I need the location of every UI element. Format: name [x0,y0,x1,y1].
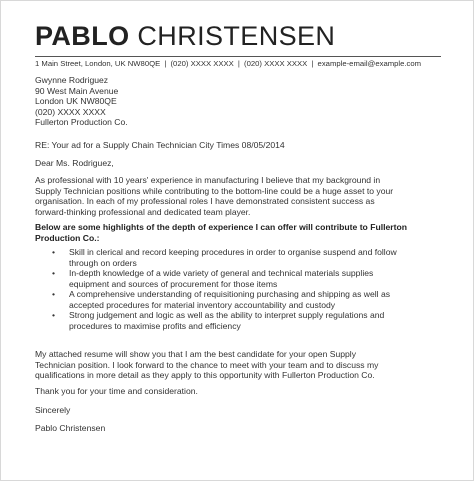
paragraph-line: As professional with 10 years' experience in manufacturing I believe that my background in [35,175,381,185]
thanks-line [35,386,445,397]
recipient-city: London UK NW80QE [35,96,117,106]
paragraph-line: Supply Technician positions while contributing to the bottom-line could be a huge asset to your [35,185,394,196]
contact-separator: | [311,59,314,68]
applicant-name [35,21,335,51]
header-divider [35,56,441,57]
bullet-icon: • [52,268,56,278]
paragraph-line: qualifications in more detail as they apply to this opportunity with Fullerton Production Co. [35,370,375,380]
list-item [35,310,445,331]
list-item-line: procedures to maximise profits and efficiency [69,320,241,331]
list-item [35,268,445,289]
recipient-address [35,75,445,128]
paragraph-line: My attached resume will show you that I am the best candidate for your open Supply [35,349,357,359]
closing-text: Sincerely [35,405,71,415]
list-item [35,289,445,310]
recipient-company: Fullerton Production Co. [35,117,128,127]
list-item [35,247,445,268]
recipient-name: Gwynne Rodriguez [35,75,109,85]
bullet-icon: • [52,289,56,299]
paragraph-line: forward-thinking professional and dedicated team player. [35,206,251,217]
signature-text: Pablo Christensen [35,423,106,433]
contact-phone-2: (020) XXXX XXXX [244,59,308,68]
contact-address: 1 Main Street, London, UK NW80QE [35,59,161,68]
salutation [35,158,445,169]
list-item-line: Strong judgement and logic as well as the ability to interpret supply regulations and [69,310,385,320]
contact-separator: | [164,59,167,68]
list-item-line: A comprehensive understanding of requisitioning purchasing and shipping as well as [69,289,391,299]
salutation-text: Dear Ms. Rodriguez, [35,158,114,168]
contact-email: example-email@example.com [317,59,422,68]
last-name: CHRISTENSEN [137,21,336,51]
paragraph-line: Production Co.: [35,232,100,243]
contact-phone-1: (020) XXXX XXXX [170,59,234,68]
list-item-line: equipment and sources of procurement for those items [69,278,278,289]
recipient-street: 90 West Main Avenue [35,85,119,96]
paragraph-line: organisation. In each of my professional roles I have demonstrated consistent success as [35,196,375,206]
signature-name [35,423,445,434]
list-item-line: In-depth knowledge of a wide variety of general and technical materials supplies [69,268,374,278]
closing-paragraph [35,349,445,381]
bullet-icon: • [52,310,56,320]
subject-line [35,140,445,151]
highlights-intro [35,222,445,243]
paragraph-line: Technician position. I look forward to the chance to meet with your team and to discuss my [35,359,379,370]
first-name: PABLO [35,21,130,51]
paragraph-line: Below are some highlights of the depth of experience I can offer will contribute to Fullerton [35,222,407,232]
recipient-phone: (020) XXXX XXXX [35,106,106,117]
highlights-list [35,247,445,331]
list-item-line: Skill in clerical and record keeping procedures in order to organise suspend and follow [69,247,397,257]
closing-word [35,405,445,416]
contact-separator: | [237,59,240,68]
list-item-line: accepted procedures for material inventory accountability and custody [69,299,336,310]
bullet-icon: • [52,247,56,257]
list-item-line: through on orders [69,257,137,268]
intro-paragraph [35,175,447,217]
contact-line [35,59,445,69]
thanks-text: Thank you for your time and consideration. [35,386,198,396]
subject-text: RE: Your ad for a Supply Chain Technician City Times 08/05/2014 [35,140,285,150]
